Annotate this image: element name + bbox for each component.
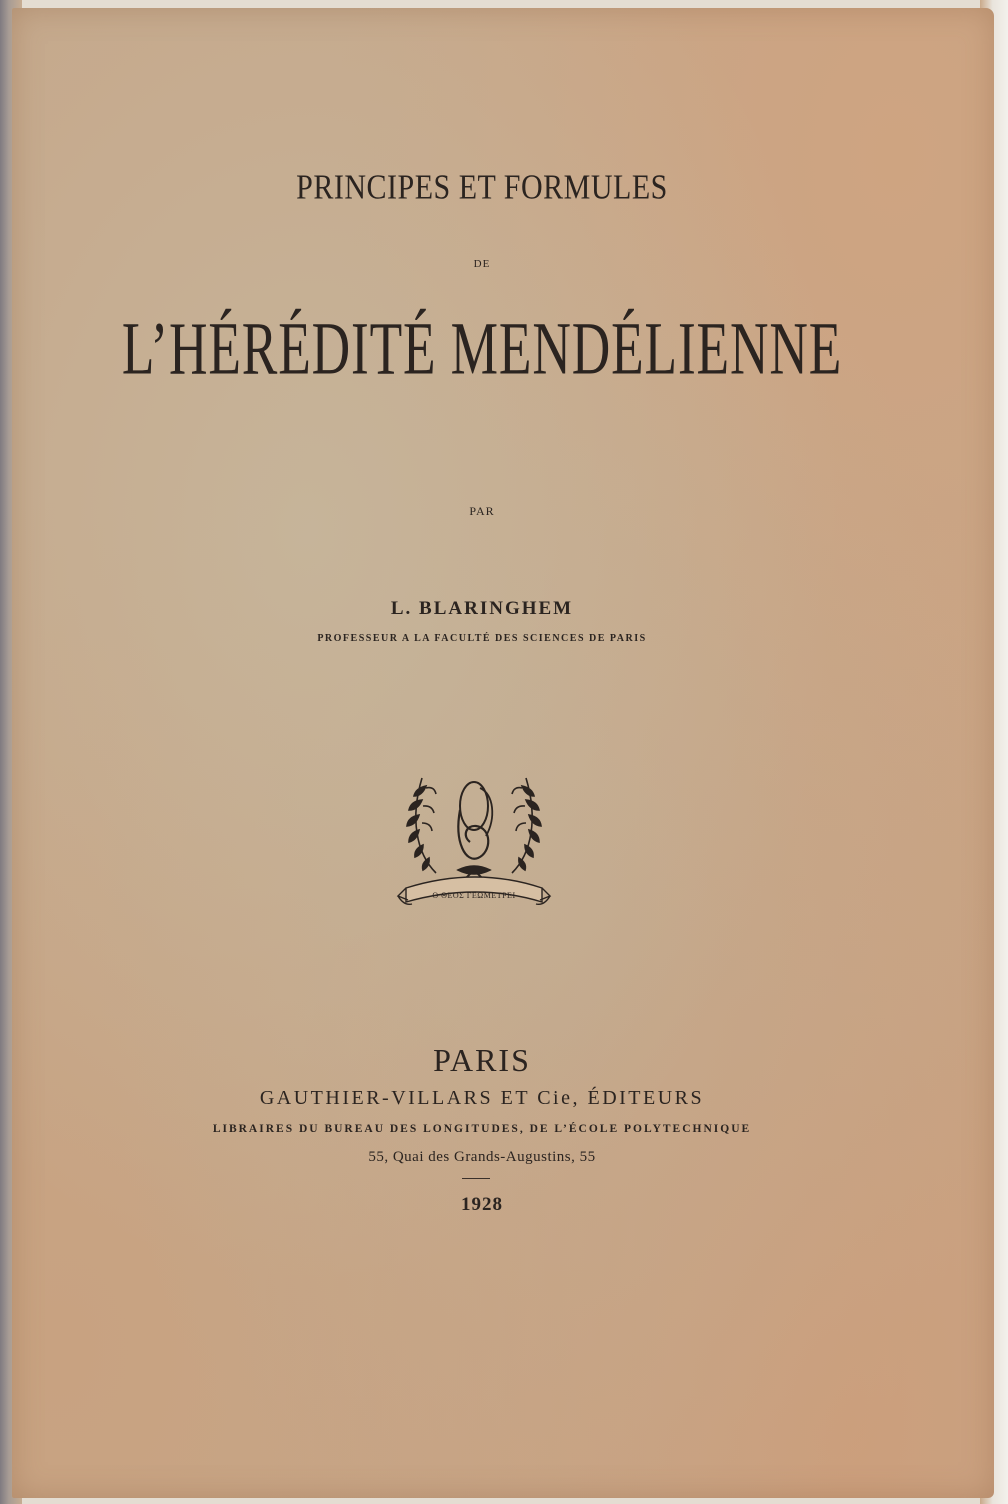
publisher-subtitle: LIBRAIRES DU BUREAU DES LONGITUDES, DE L’ÉCOLE POLYTECHNIQUE: [212, 1123, 752, 1135]
publisher-address: 55, Quai des Grands-Augustins, 55: [368, 1149, 596, 1165]
publisher: GAUTHIER-VILLARS ET Cie, ÉDITEURS: [259, 1087, 705, 1109]
author-title: PROFESSEUR A LA FACULTÉ DES SCIENCES DE PARIS: [317, 633, 647, 644]
city: PARIS: [433, 1042, 531, 1078]
title-top: PRINCIPES ET FORMULES: [296, 168, 668, 207]
cover-paper: [12, 8, 994, 1498]
title-connector: DE: [473, 258, 491, 270]
laurel-wreath-monogram-icon: [396, 748, 552, 918]
by-label: PAR: [469, 504, 495, 518]
emblem-motto: Ο ΘΕΟΣ ΓΕΩΜΕΤΡΕΙ: [432, 891, 516, 900]
divider: [462, 1178, 490, 1179]
author-name: L. BLARINGHEM: [390, 598, 574, 619]
publication-year: 1928: [461, 1194, 503, 1215]
main-title: L’HÉRÉDITÉ MENDÉLIENNE: [121, 307, 843, 391]
